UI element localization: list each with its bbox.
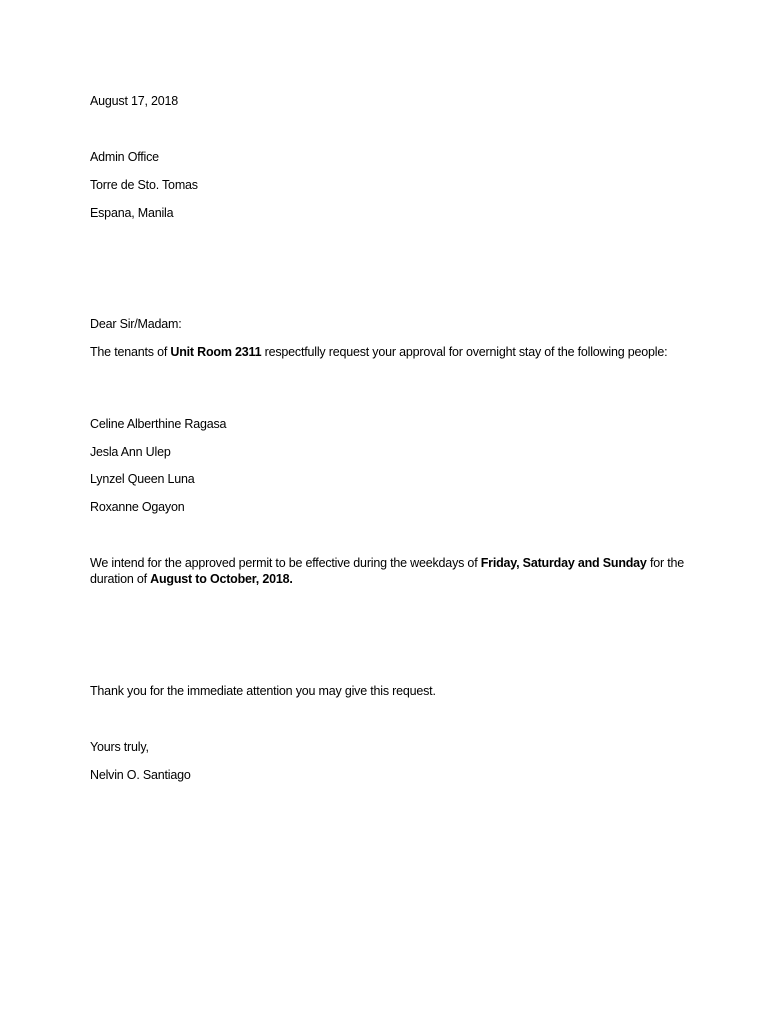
permit-duration: August to October, 2018. (150, 572, 293, 586)
permit-text-1: We intend for the approved permit to be effective during the weekdays of (90, 556, 481, 570)
guest-name: Celine Alberthine Ragasa (90, 417, 227, 431)
thanks-line: Thank you for the immediate attention you may give this request. (90, 684, 436, 698)
closing: Yours truly, (90, 740, 149, 754)
guest-name: Roxanne Ogayon (90, 500, 185, 514)
recipient-office: Admin Office (90, 150, 159, 164)
recipient-city: Espana, Manila (90, 206, 174, 220)
request-text-1: The tenants of (90, 345, 171, 359)
signature-name: Nelvin O. Santiago (90, 768, 191, 782)
unit-room: Unit Room 2311 (170, 345, 262, 359)
request-paragraph (90, 344, 690, 360)
permit-paragraph (90, 555, 690, 587)
guest-name: Jesla Ann Ulep (90, 445, 171, 459)
recipient-building: Torre de Sto. Tomas (90, 178, 198, 192)
permit-days: Friday, Saturday and Sunday (480, 556, 647, 570)
salutation: Dear Sir/Madam: (90, 317, 182, 331)
permit-text-2: for the duration of (90, 556, 685, 586)
request-text-2: respectfully request your approval for overnight stay of the following people: (261, 345, 668, 359)
guest-name: Lynzel Queen Luna (90, 472, 195, 486)
letter-date: August 17, 2018 (90, 94, 179, 108)
